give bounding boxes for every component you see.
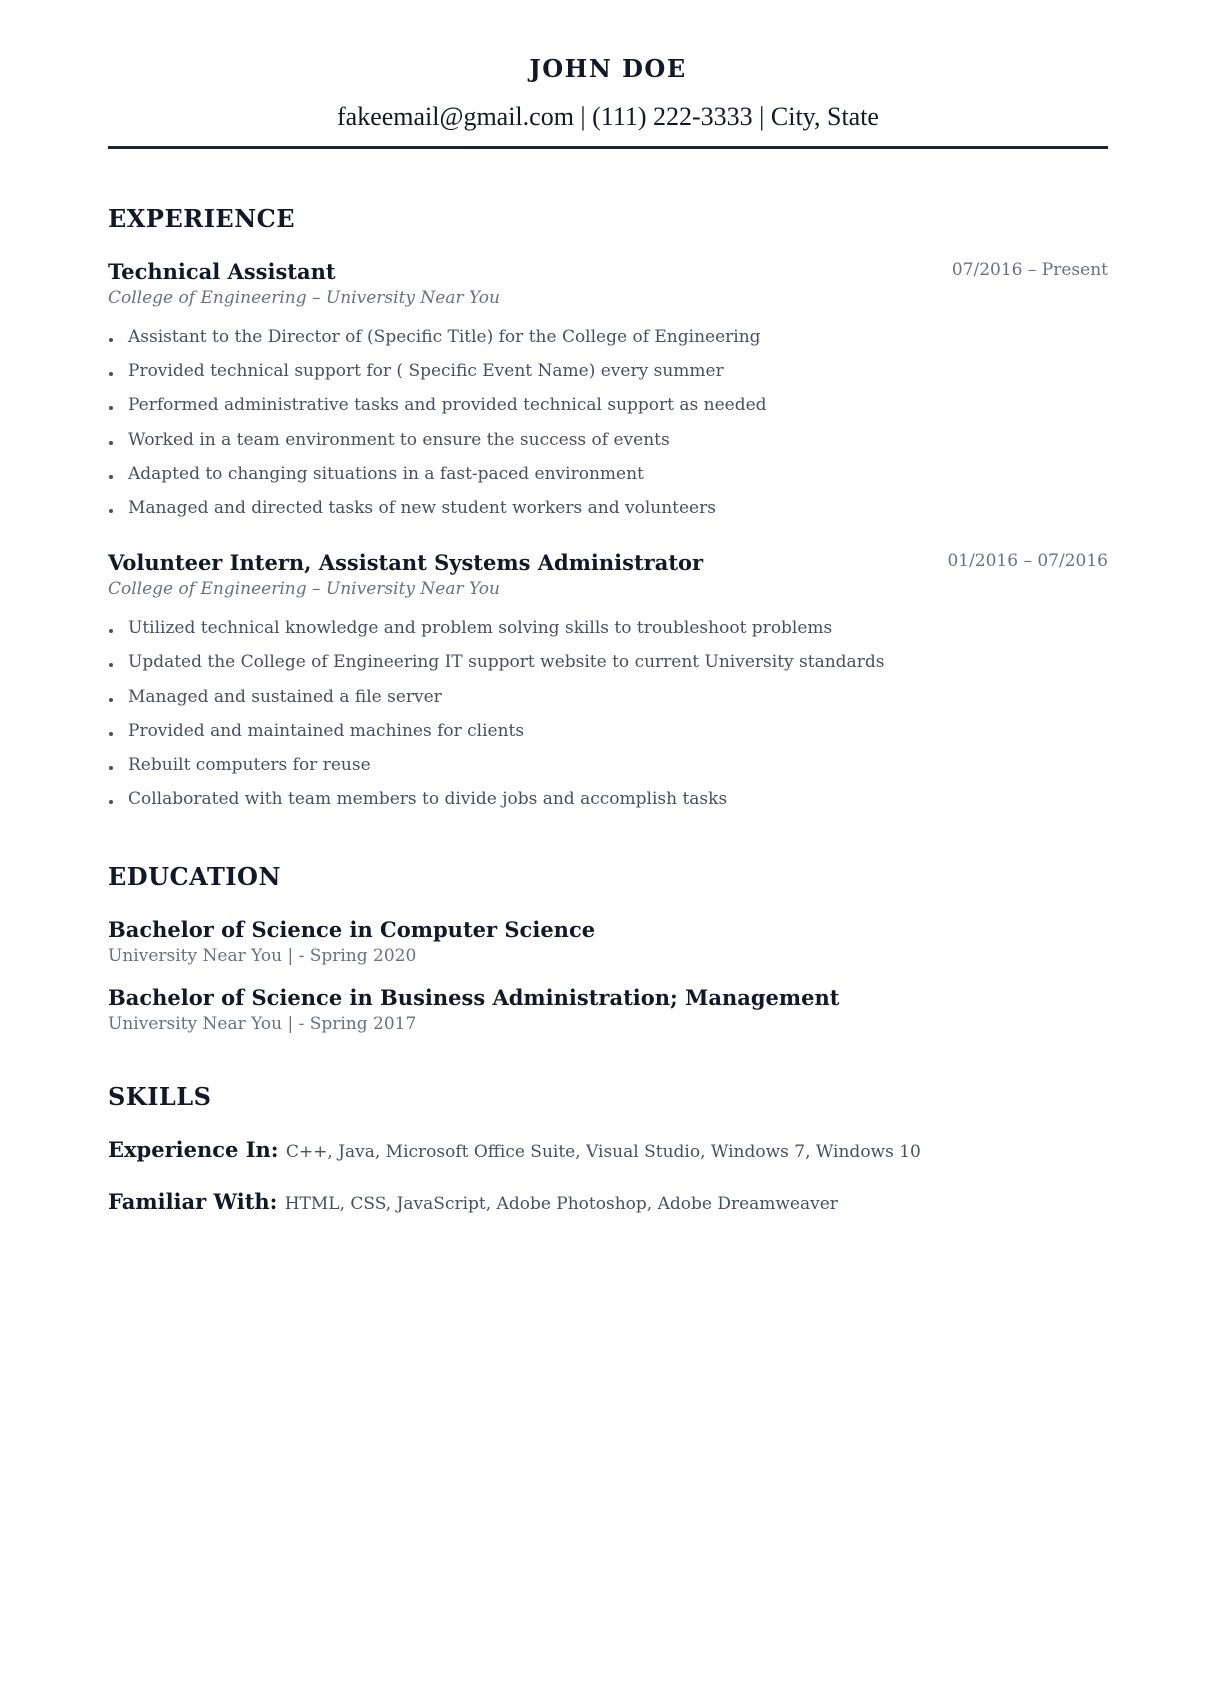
degree-title: Bachelor of Science in Business Administration; Management [108,985,840,1011]
bullet-text: Rebuilt computers for reuse [128,755,371,776]
bullet-icon [109,509,113,513]
job-entry [108,258,1108,525]
experience-heading: EXPERIENCE [108,204,296,233]
bullet-text: Managed and directed tasks of new student workers and volunteers [128,498,716,519]
job-dates: 07/2016 – Present [951,260,1108,280]
job-organization: College of Engineering – University Near You [108,288,500,308]
bullet-icon [109,732,113,736]
resume-header [108,0,1108,149]
degree-title: Bachelor of Science in Computer Science [108,917,596,943]
job-bullet [108,423,1108,457]
resume-page [108,0,1108,1218]
job-bullet [108,320,1108,354]
header-divider [108,146,1108,149]
skill-row [108,1136,1108,1166]
bullet-text: Assistant to the Director of (Specific Title) for the College of Engineering [128,327,761,347]
skills-heading: SKILLS [108,1082,212,1112]
bullet-text: Collaborated with team members to divide jobs and accomplish tasks [128,789,728,810]
bullet-icon [109,766,113,770]
bullet-icon [109,698,113,702]
job-title: Technical Assistant [108,259,336,284]
job-bullet [108,748,1108,782]
bullet-icon [109,406,113,410]
job-bullet [108,782,1108,816]
job-dates: 01/2016 – 07/2016 [947,551,1108,572]
bullet-icon [109,338,113,342]
skill-row [108,1188,1108,1218]
bullet-icon [109,441,113,445]
skill-value: C++, Java, Microsoft Office Suite, Visual Studio, Windows 7, Windows 10 [285,1142,921,1163]
degree-entry [108,916,1108,968]
job-bullet [108,388,1108,422]
bullet-icon [109,800,113,804]
skill-value: HTML, CSS, JavaScript, Adobe Photoshop, Adobe Dreamweaver [284,1194,838,1215]
job-entry [108,549,1108,816]
bullet-icon [109,475,113,479]
job-bullet [108,714,1108,748]
education-heading: EDUCATION [108,862,281,892]
job-organization: College of Engineering – University Near You [108,579,500,600]
bullet-icon [109,629,113,633]
bullet-text: Utilized technical knowledge and problem solving skills to troubleshoot problems [128,618,833,639]
skill-label: Familiar With: [108,1189,285,1215]
job-bullet-list [108,611,1108,816]
skill-label: Experience In: [108,1137,286,1163]
degree-entry [108,984,1108,1036]
job-bullet [108,491,1108,525]
degree-meta: University Near You | - Spring 2020 [108,946,417,967]
job-bullet [108,354,1108,388]
bullet-text: Performed administrative tasks and provided technical support as needed [128,395,767,416]
job-title: Volunteer Intern, Assistant Systems Administrator [108,550,704,576]
bullet-text: Managed and sustained a file server [128,686,442,707]
job-bullet [108,645,1108,679]
bullet-text: Provided technical support for ( Specific Event Name) every summer [128,361,724,382]
job-bullet [108,457,1108,491]
candidate-name: JOHN DOE [529,54,687,83]
degree-meta: University Near You | - Spring 2017 [108,1014,417,1035]
bullet-icon [109,372,113,376]
bullet-icon [109,663,113,667]
bullet-text: Updated the College of Engineering IT support website to current University standards [128,652,885,673]
job-bullet [108,680,1108,714]
bullet-text: Adapted to changing situations in a fast-paced environment [128,463,644,484]
contact-line: fakeemail@gmail.com | (111) 222-3333 | City, State [337,102,879,131]
job-bullet-list [108,320,1108,525]
job-bullet [108,611,1108,645]
bullet-text: Provided and maintained machines for clients [128,720,525,741]
bullet-text: Worked in a team environment to ensure the success of events [128,429,670,450]
